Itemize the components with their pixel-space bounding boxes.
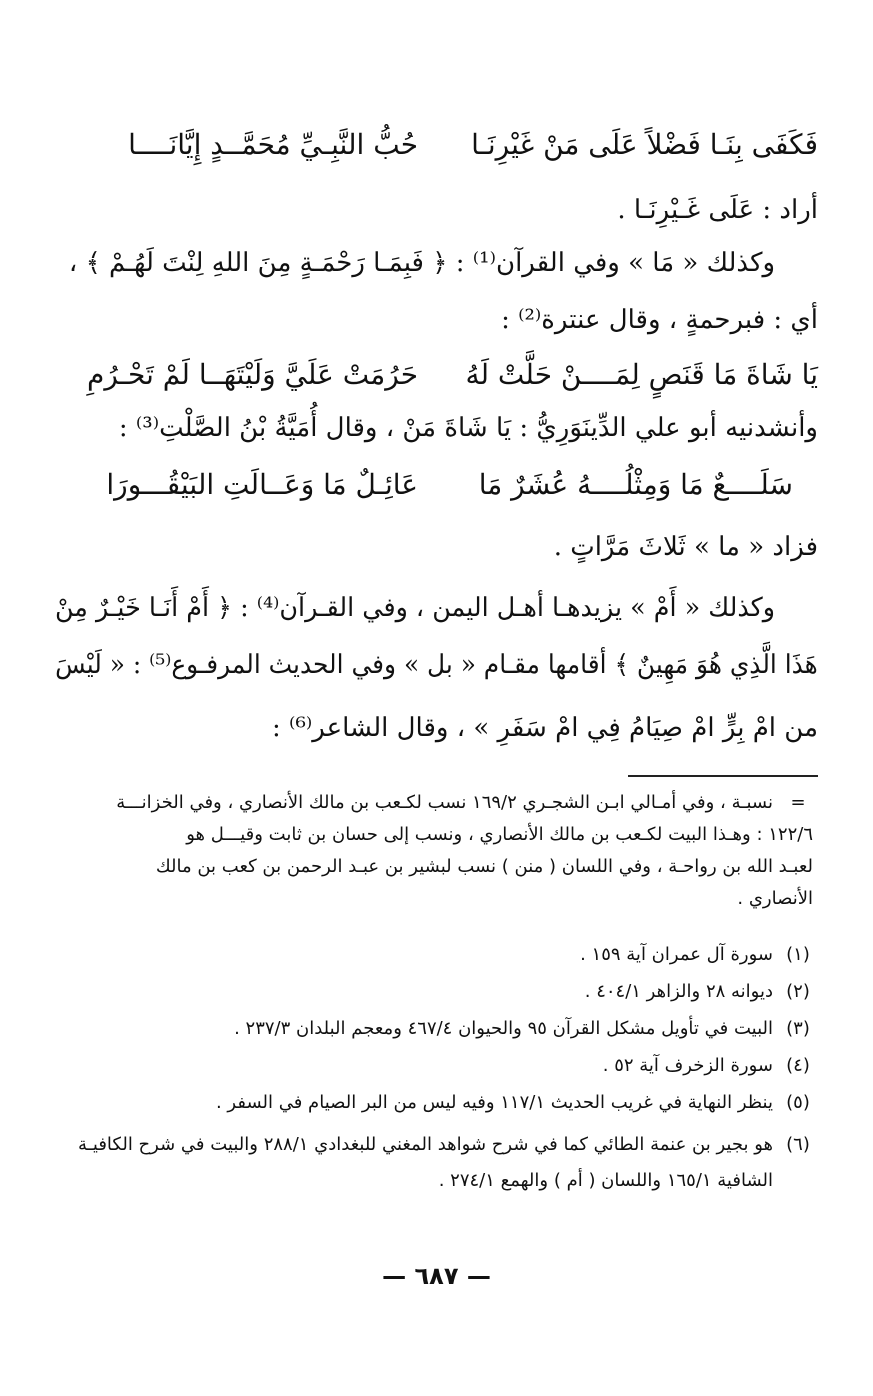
verse-3-second-hemistich: عَائِـلٌ مَا وَعَــالَتِ البَيْقُـــورَا: [106, 468, 418, 501]
footnote-number: (٦): [786, 1134, 810, 1155]
footnote-continuation-line: الأنصاري .: [737, 888, 813, 909]
footnote-text: البيت في تأويل مشكل القرآن ٩٥ والحيوان ٤٦٧/٤ ومعجم البلدان ٢٣٧/٣ .: [234, 1018, 773, 1039]
text-line: أراد : عَلَى غَـيْرِنَـا .: [617, 195, 818, 225]
footnote-text-continued: الشافية ١٦٥/١ واللسان ( أم ) والهمع ٢٧٤/١ .: [438, 1170, 773, 1191]
footnote-number: (١): [786, 944, 810, 965]
text-line: هَذَا الَّذِي هُوَ مَهِينٌ ﴾ أقامها مقـام « بل » وفي الحديث المرفـوع⁽⁵⁾ : « لَيْسَ: [55, 650, 818, 680]
footnote-text: سورة آل عمران آية ١٥٩ .: [580, 944, 773, 965]
footnote-separator: [628, 775, 818, 777]
continuation-mark: =: [790, 792, 806, 813]
footnote-text: سورة الزخرف آية ٥٢ .: [602, 1055, 773, 1076]
footnote-text: ديوانه ٢٨ والزاهر ٤٠٤/١ .: [584, 981, 773, 1002]
text-line: وأنشدنيه أبو علي الدِّينَوَرِيُّ : يَا شَاةَ مَنْ ، وقال أُمَيَّةُ بْنُ الصَّلْتِ⁽³⁾ :: [118, 413, 818, 443]
footnote-number: (٢): [786, 981, 810, 1002]
text-line: أي : فبرحمةٍ ، وقال عنترة⁽²⁾ :: [501, 305, 818, 335]
text-line: وكذلك « مَا » وفي القرآن⁽¹⁾ : ﴿ فَبِمَـا رَحْمَـةٍ مِنَ اللهِ لِنْتَ لَهُـمْ ﴾ ،: [68, 248, 775, 278]
verse-1-first-hemistich: فَكَفَى بِنَـا فَضْلاً عَلَى مَنْ غَيْرِنَـا: [471, 128, 818, 161]
verse-3-first-hemistich: سَلَــــعٌ مَا وَمِثْلُــــهُ عُشَرٌ مَا: [478, 468, 793, 501]
verse-2-second-hemistich: حَرُمَتْ عَلَيَّ وَلَيْتَهَــا لَمْ تَحْـرُمِ: [87, 358, 418, 391]
footnote-number: (٣): [786, 1018, 810, 1039]
footnote-number: (٤): [786, 1055, 810, 1076]
page-number: — ٦٨٧ —: [382, 1262, 491, 1290]
footnote-number: (٥): [786, 1092, 810, 1113]
text-line: من امْ بِرٍّ امْ صِيَامُ فِي امْ سَفَرِ » ، وقال الشاعر⁽⁶⁾ :: [272, 713, 818, 743]
text-line: وكذلك « أَمْ » يزيدهـا أهـل اليمن ، وفي القـرآن⁽⁴⁾ : ﴿ أَمْ أَنَـا خَيْـرٌ مِنْ: [54, 593, 775, 623]
footnote-continuation-line: ١٢٢/٦ : وهـذا البيت لكـعب بن مالك الأنصاري ، ونسب إلى حسان بن ثابت وقيـــل هو: [186, 824, 813, 845]
footnote-continuation-line: لعبـد الله بن رواحـة ، وفي اللسان ( منن ) نسب لبشير بن عبـد الرحمن بن كعب بن مالك: [155, 856, 813, 877]
text-line: فزاد « ما » ثَلاثَ مَرَّاتٍ .: [553, 532, 818, 562]
footnote-text: هو بجير بن عنمة الطائي كما في شرح شواهد المغني للبغدادي ٢٨٨/١ والبيت في شرح الكافيـة: [77, 1134, 773, 1155]
verse-1-second-hemistich: حُبُّ النَّبِـيِّ مُحَمَّــدٍ إِيَّانَــــا: [128, 128, 418, 161]
footnote-continuation-line: نسبـة ، وفي أمـالي ابـن الشجـري ١٦٩/٢ نسب لكـعب بن مالك الأنصاري ، وفي الخزانـــة: [116, 792, 773, 813]
footnote-text: ينظر النهاية في غريب الحديث ١١٧/١ وفيه ليس من البر الصيام في السفر .: [215, 1092, 773, 1113]
verse-2-first-hemistich: يَا شَاةَ مَا قَنَصٍ لِمَــــنْ حَلَّتْ لَهُ: [465, 358, 818, 391]
